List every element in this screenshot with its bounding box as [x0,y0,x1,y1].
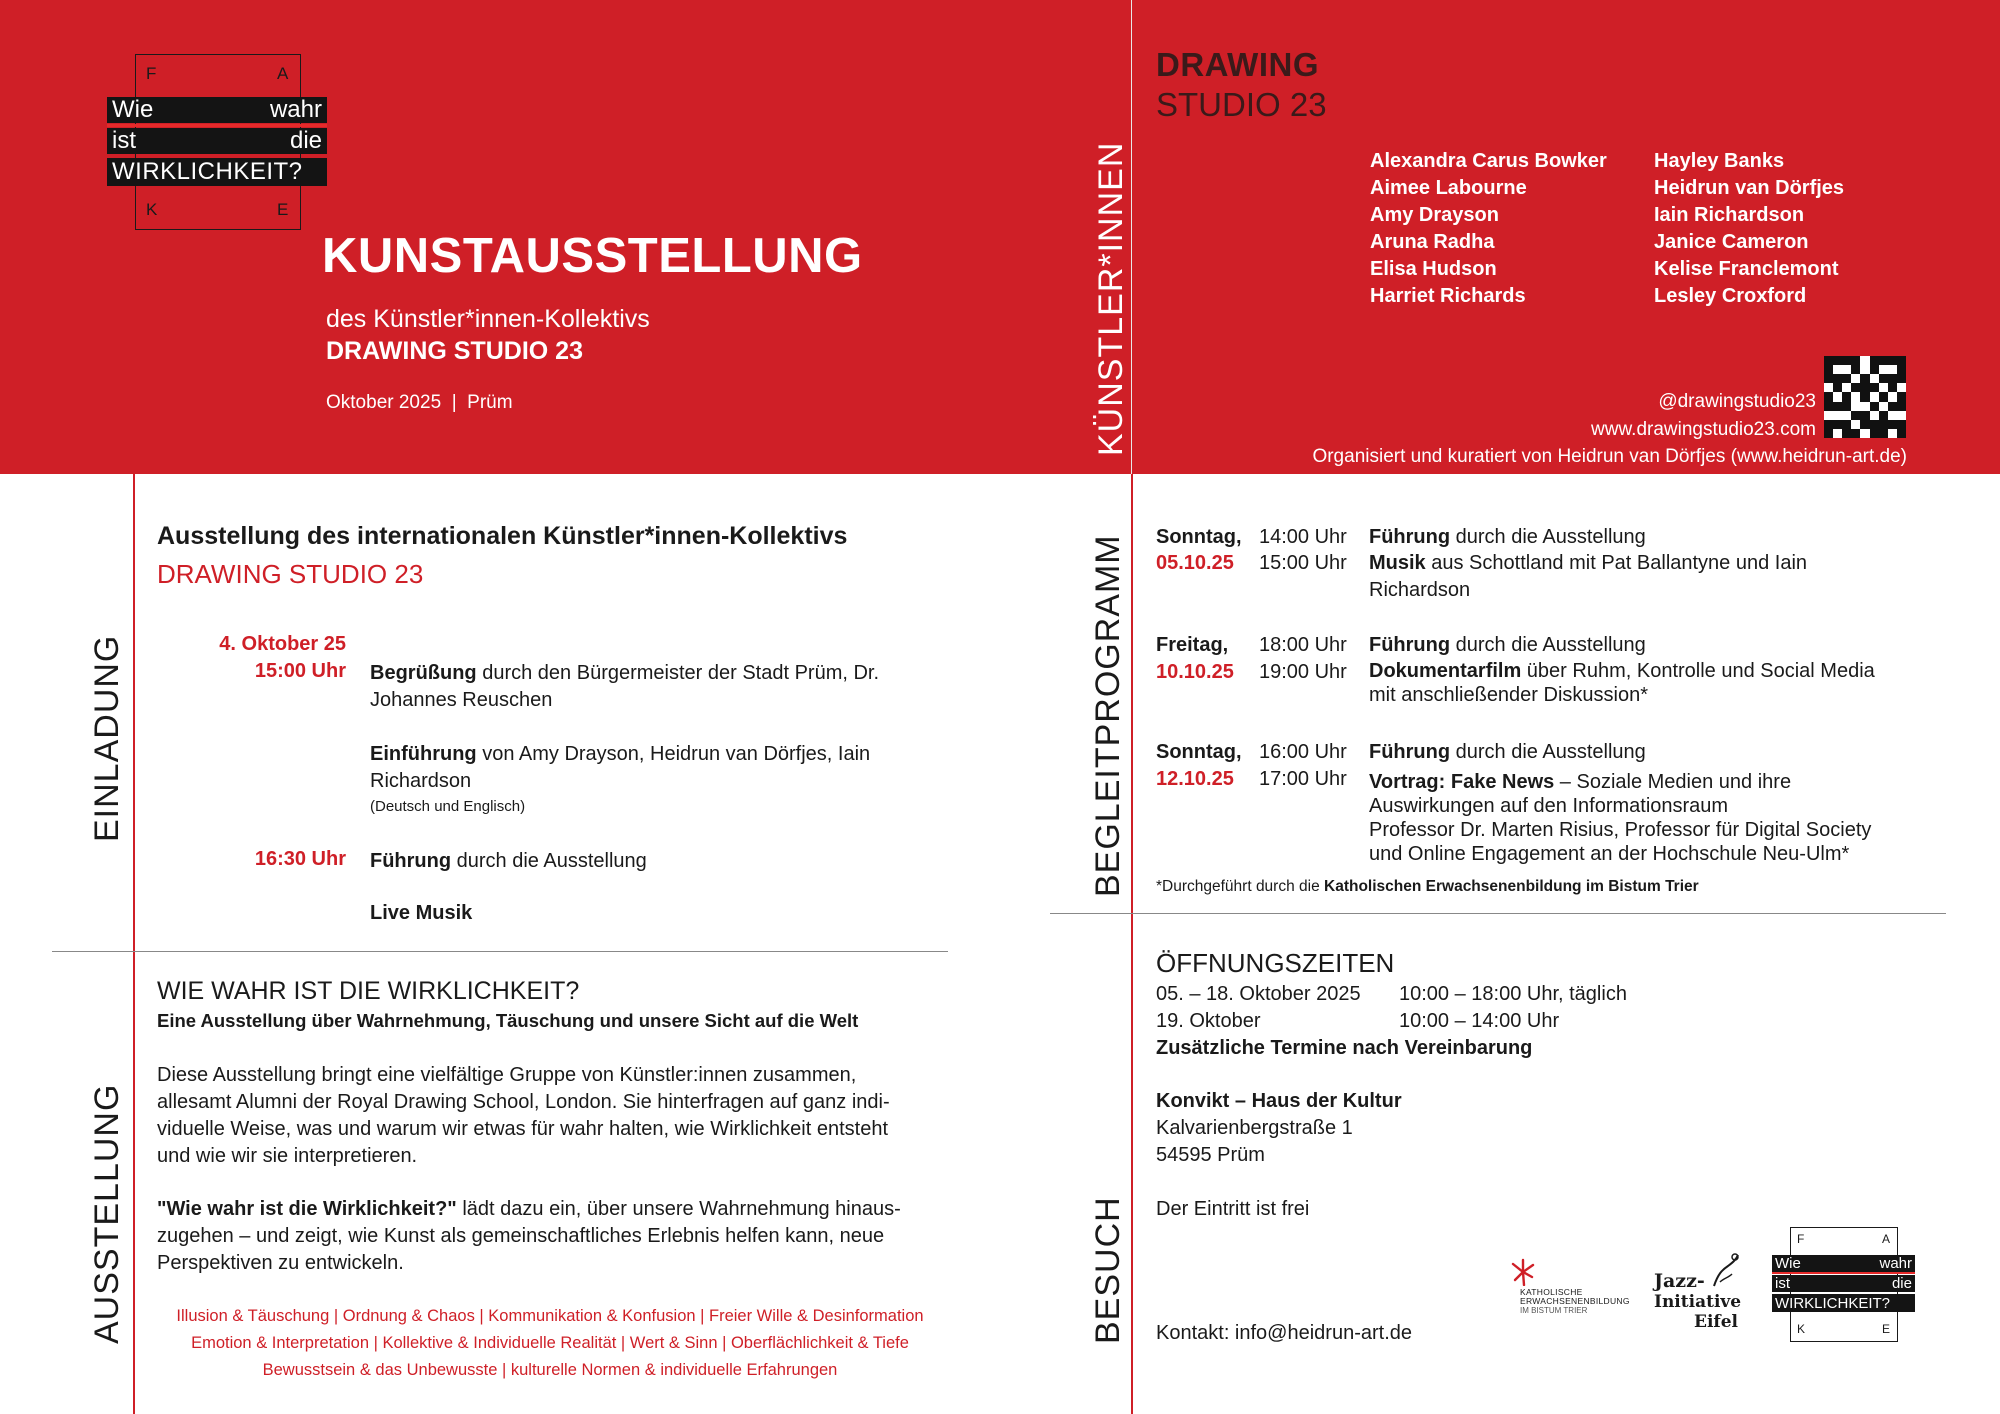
qr-code[interactable] [1824,356,1906,438]
event-bold: Führung [1369,526,1451,548]
program-date-1: 05.10.25 [1156,552,1234,574]
artist-name: Hayley Banks [1654,150,1785,172]
invitation-item-tour [370,848,647,875]
organizer-credit: Organisiert und kuratiert von Heidrun van Dörfjes (www.heidrun-art.de) [1312,446,1907,467]
exhibition-paragraph-2 [157,1196,937,1277]
artist-list-column-1 [1370,148,1607,310]
paragraph-line: Diese Ausstellung bringt eine vielfältige Gruppe von Künstler:innen zusammen, [157,1064,857,1086]
topics-line: Bewusstsein & das Unbewusste | kulturelle Normen & individuelle Erfahrungen [262,1361,838,1379]
logo-word-wirklichkeit: WIRKLICHKEIT? [112,158,303,185]
exhibition-subheading: Eine Ausstellung über Wahrnehmung, Täuschung und unsere Sicht auf die Welt [157,1010,859,1031]
venue-city: 54595 Prüm [1156,1144,1265,1166]
event-text: durch die Ausstellung [1450,634,1646,656]
exhibition-logo-small [1772,1227,1916,1342]
logo-corner-e: E [277,200,289,219]
sponsor-keb-text-1: KATHOLISCHE [1520,1287,1583,1297]
item-text: Johannes Reuschen [370,689,553,711]
program-time: 14:00 Uhr [1259,526,1347,548]
artist-name: Janice Cameron [1654,231,1809,253]
cover-collective: DRAWING STUDIO 23 [326,337,583,365]
exhibition-logo [107,54,329,230]
logo-red-line [1772,1272,1915,1274]
logo-corner-k: K [146,200,158,219]
exhibition-paragraph-1 [157,1062,937,1170]
logo-corner-a: A [1882,1232,1891,1246]
program-event [1369,739,1929,765]
instagram-handle[interactable]: @drawingstudio23 [1658,391,1816,412]
sponsor-jazz-text-3: Eifel [1694,1312,1739,1332]
left-section-divider [52,951,948,952]
event-text: – Soziale Medien und ihre [1554,771,1792,793]
logo-word-die: die [289,127,322,154]
cover-title: KUNSTAUSSTELLUNG [322,229,863,283]
invitation-time-1: 15:00 Uhr [254,660,346,682]
program-event [1369,659,1949,707]
program-event [1369,770,1959,866]
program-time: 16:00 Uhr [1259,741,1347,763]
logo-word-die: die [1891,1275,1912,1292]
exhibition-heading: WIE WAHR IST DIE WIRKLICHKEIT? [157,977,580,1005]
event-bold: Vortrag: Fake News [1369,771,1555,793]
item-bold: Führung [370,850,452,872]
item-text: Richardson [370,770,472,792]
item-text: durch den Bürgermeister der Stadt Prüm, Dr. [476,662,880,684]
logo-word-wahr: wahr [269,96,322,123]
footnote-text: *Durchgeführt durch die [1156,878,1325,895]
paragraph-line: Perspektiven zu entwickeln. [157,1252,404,1274]
venue-street: Kalvarienbergstraße 1 [1156,1117,1353,1139]
event-text: über Ruhm, Kontrolle und Social Media [1521,660,1875,682]
hours-range: 05. – 18. Oktober 2025 [1156,983,1361,1005]
event-text: Auswirkungen auf den Informationsraum [1369,795,1729,817]
logo-corner-k: K [1797,1322,1806,1336]
item-bold: Begrüßung [370,662,477,684]
artist-name: Kelise Franclemont [1654,258,1839,280]
paragraph-line: viduelle Weise, was und warum wir etwas für wahr halten, wie Wirklichkeit entsteht [157,1118,889,1140]
hours-time: 10:00 – 14:00 Uhr [1399,1010,1560,1032]
logo-corner-e: E [1882,1322,1891,1336]
vertical-label-invitation: EINLADUNG [88,634,126,842]
artist-name: Alexandra Carus Bowker [1370,150,1607,172]
logo-word-wahr: wahr [1879,1255,1912,1272]
artist-name: Amy Drayson [1370,204,1499,226]
vertical-label-artists: KÜNSTLER*INNEN [1092,141,1130,456]
logo-word-wie: Wie [1775,1255,1801,1272]
sponsor-keb-text-3: IM BISTUM TRIER [1520,1306,1588,1315]
program-time: 18:00 Uhr [1259,634,1347,656]
program-event [1369,524,1929,550]
center-fold-white [1131,0,1132,474]
logo-bar-2 [1772,1275,1915,1292]
topics-line: Emotion & Interpretation | Kollektive & Individuelle Realität | Wert & Sinn | Oberflächlichkeit & Tiefe [191,1334,909,1352]
program-time: 19:00 Uhr [1259,661,1347,683]
invitation-time-2: 16:30 Uhr [254,848,346,870]
invitation-language-note: (Deutsch und Englisch) [370,798,526,815]
artist-name: Lesley Croxford [1654,285,1807,307]
event-bold: Führung [1369,634,1451,656]
logo-bar-1 [107,97,327,123]
program-event [1369,550,1929,604]
opening-hours-heading: ÖFFNUNGSZEITEN [1156,948,1395,978]
logo-bar-3 [1772,1294,1915,1312]
logo-corner-a: A [277,64,289,83]
admission-note: Der Eintritt ist frei [1156,1198,1310,1220]
logo-word-ist: ist [1775,1275,1790,1292]
event-text: mit anschließender Diskussion* [1369,684,1649,706]
paragraph-line: zugehen – und zeigt, wie Kunst als gemeinschaftliches Erlebnis helfen kann, neue [157,1225,885,1247]
sponsor-keb-logo [1506,1258,1636,1318]
event-text: aus Schottland mit Pat Ballantyne und Iain [1425,552,1808,574]
vertical-label-visit: BESUCH [1089,1196,1127,1344]
event-bold: Führung [1369,741,1451,763]
hours-time: 10:00 – 18:00 Uhr, täglich [1399,983,1627,1005]
venue-name: Konvikt – Haus der Kultur [1156,1090,1402,1112]
artist-name: Heidrun van Dörfjes [1654,177,1845,199]
saxophone-player-icon [1708,1252,1742,1290]
artist-name: Aruna Radha [1370,231,1495,253]
event-text: Richardson [1369,579,1471,601]
artist-name: Harriet Richards [1370,285,1526,307]
brand-studio: STUDIO 23 [1156,86,1327,123]
program-date-2: 10.10.25 [1156,661,1234,683]
left-guide-line [133,250,135,1414]
logo-bar-2 [107,128,327,154]
hours-extra: Zusätzliche Termine nach Vereinbarung [1156,1037,1533,1059]
hours-range: 19. Oktober [1156,1010,1261,1032]
website-link[interactable]: www.drawingstudio23.com [1591,419,1816,440]
logo-word-ist: ist [112,127,136,154]
invitation-item-introduction [370,741,930,795]
logo-corner-f: F [146,64,157,83]
quoted-title: "Wie wahr ist die Wirklichkeit?" [157,1198,457,1220]
artist-name: Iain Richardson [1654,204,1805,226]
event-text: Professor Dr. Marten Risius, Professor für Digital Society [1369,819,1872,841]
artist-name: Elisa Hudson [1370,258,1497,280]
event-text: durch die Ausstellung [1450,741,1646,763]
cover-subtitle: des Künstler*innen-Kollektivs [326,305,650,333]
brand-drawing: DRAWING [1156,46,1319,83]
artist-name: Aimee Labourne [1370,177,1527,199]
exhibition-topics [140,1303,960,1384]
program-day-1: Sonntag, [1156,526,1242,548]
paragraph-line: allesamt Alumni der Royal Drawing School, London. Sie hinterfragen auf ganz indi- [157,1091,890,1113]
event-text: und Online Engagement an der Hochschule Neu-Ulm* [1369,843,1850,865]
invitation-date: 4. Oktober 25 [219,633,346,655]
logo-word-wirklichkeit: WIRKLICHKEIT? [1775,1295,1891,1312]
star-burst-icon [1510,1258,1536,1286]
sponsor-jazz-text-2: Initiative [1654,1292,1742,1312]
logo-word-wie: Wie [112,96,154,123]
invitation-heading: Ausstellung des internationalen Künstler*innen-Kollektivs [157,522,848,550]
item-text: von Amy Drayson, Heidrun van Dörfjes, Iain [476,743,871,765]
footnote-organization: Katholischen Erwachsenenbildung im Bistum Trier [1324,878,1699,895]
sponsor-keb-text-2: ERWACHSENENBILDUNG [1520,1296,1630,1306]
sponsor-jazz-logo [1650,1252,1746,1336]
program-time: 15:00 Uhr [1259,552,1347,574]
program-time: 17:00 Uhr [1259,768,1347,790]
right-section-divider [1050,913,1946,914]
sponsor-jazz-text-1: Jazz- [1654,1270,1705,1292]
logo-bar-3 [107,158,327,186]
event-bold: Musik [1369,552,1426,574]
invitation-item-music: Live Musik [370,902,473,924]
contact-email[interactable]: Kontakt: info@heidrun-art.de [1156,1322,1413,1344]
vertical-label-program: BEGLEITPROGRAMM [1089,534,1127,897]
program-day-3: Sonntag, [1156,741,1242,763]
item-bold: Einführung [370,743,477,765]
program-date-3: 12.10.25 [1156,768,1234,790]
program-footnote [1156,878,1699,896]
topics-line: Illusion & Täuschung | Ordnung & Chaos | Kommunikation & Konfusion | Freier Wille & Desinformation [176,1307,924,1325]
cover-date-place: Oktober 2025 | Prüm [326,392,513,413]
paragraph-line: und wie wir sie interpretieren. [157,1145,418,1167]
logo-bar-1 [1772,1255,1915,1272]
vertical-label-exhibition: AUSSTELLUNG [88,1083,126,1344]
event-bold: Dokumentarfilm [1369,660,1522,682]
item-text: durch die Ausstellung [451,850,647,872]
paragraph-line [157,1196,937,1223]
logo-corner-f: F [1797,1232,1805,1246]
paragraph-text: lädt dazu ein, über unsere Wahrnehmung hinaus- [456,1198,901,1220]
invitation-heading-red: DRAWING STUDIO 23 [157,559,424,589]
event-text: durch die Ausstellung [1450,526,1646,548]
program-event [1369,632,1929,658]
invitation-item-welcome [370,660,930,714]
program-day-2: Freitag, [1156,634,1229,656]
artist-list-column-2 [1654,148,1844,310]
